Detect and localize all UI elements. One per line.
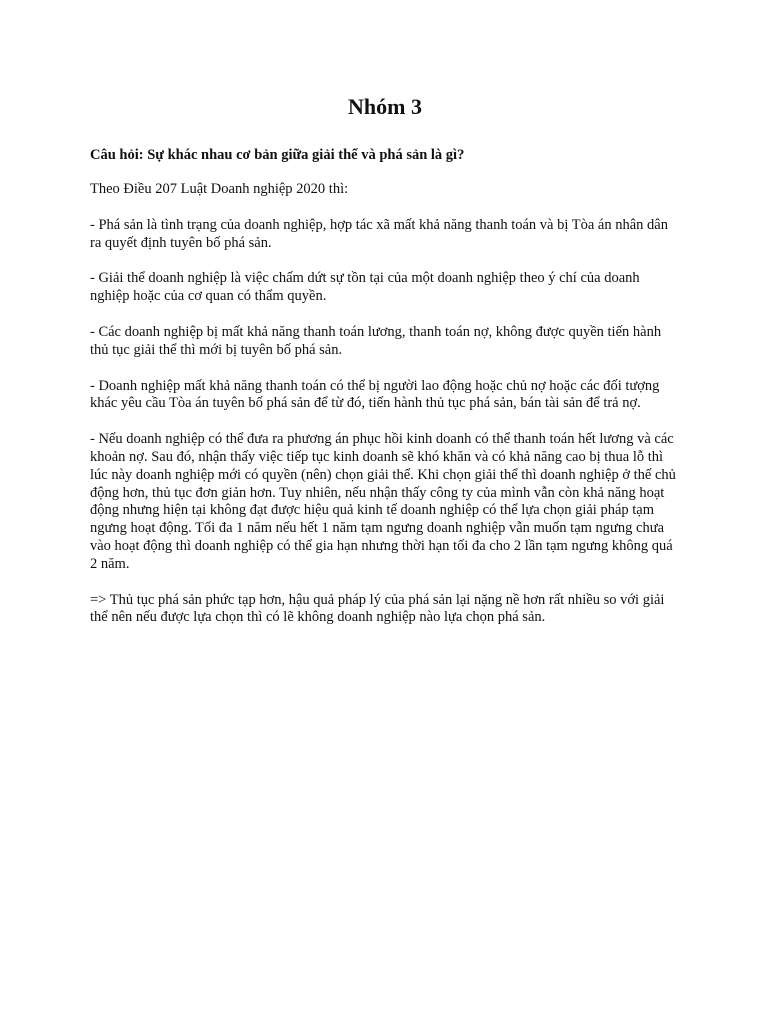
paragraph-dissolution-definition: - Giải thể doanh nghiệp là việc chấm dứt sự tồn tại của một doanh nghiệp theo ý chí của doanh nghiệp hoặc của cơ quan có thẩm quyền. — [90, 270, 640, 305]
question-heading: Câu hỏi: Sự khác nhau cơ bản giữa giải thể và phá sản là gì? — [90, 147, 465, 163]
document-title: Nhóm 3 — [348, 94, 422, 119]
paragraph-bankruptcy-definition: - Phá sản là tình trạng của doanh nghiệp, hợp tác xã mất khả năng thanh toán và bị Tòa án nhân dân ra quyết định tuyên bố phá sản. — [90, 216, 668, 251]
paragraph-intro: Theo Điều 207 Luật Doanh nghiệp 2020 thì: — [90, 181, 349, 197]
paragraph-bankruptcy-condition: - Các doanh nghiệp bị mất khả năng thanh toán lương, thanh toán nợ, không được quyền tiến hành thủ tục giải thể thì mới bị tuyên bố phá sản. — [90, 323, 662, 358]
paragraph-bankruptcy-request: - Doanh nghiệp mất khả năng thanh toán có thể bị người lao động hoặc chủ nợ hoặc các đối tượng khác yêu cầu Tòa án tuyên bố phá sản để từ đó, tiến hành thủ tục phá sản, bán tài sản để trả nợ. — [90, 377, 660, 412]
paragraph-dissolution-option: - Nếu doanh nghiệp có thể đưa ra phương án phục hồi kinh doanh có thể thanh toán hết lương và các khoản nợ. Sau đó, nhận thấy việc tiếp tục kinh doanh sẽ khó khăn và có khả năng cao bị thua lỗ thì lúc này doanh nghiệp mới có quyền (nên) chọn giải thể. Khi chọn giải thể thì doanh nghiệp ở thế chủ động hơn, thủ tục đơn giản hơn. Tuy nhiên, nếu nhận thấy công ty của mình vẫn còn khả năng hoạt động nhưng hiện tại không đạt được hiệu quả kinh tế doanh nghiệp có thể lựa chọn giải pháp tạm ngưng hoạt động. Tối đa 1 năm nếu hết 1 năm tạm ngưng doanh nghiệp vẫn muốn tạm ngưng chưa vào hoạt động thì doanh nghiệp có thể gia hạn nhưng thời hạn tối đa cho 2 lần tạm ngưng không quá 2 năm. — [90, 431, 676, 572]
paragraph-conclusion: => Thủ tục phá sản phức tạp hơn, hậu quả pháp lý của phá sản lại nặng nề hơn rất nhiều so với giải thể nên nếu được lựa chọn thì có lẽ không doanh nghiệp nào lựa chọn phá sản. — [90, 591, 665, 626]
document-page — [90, 92, 680, 645]
